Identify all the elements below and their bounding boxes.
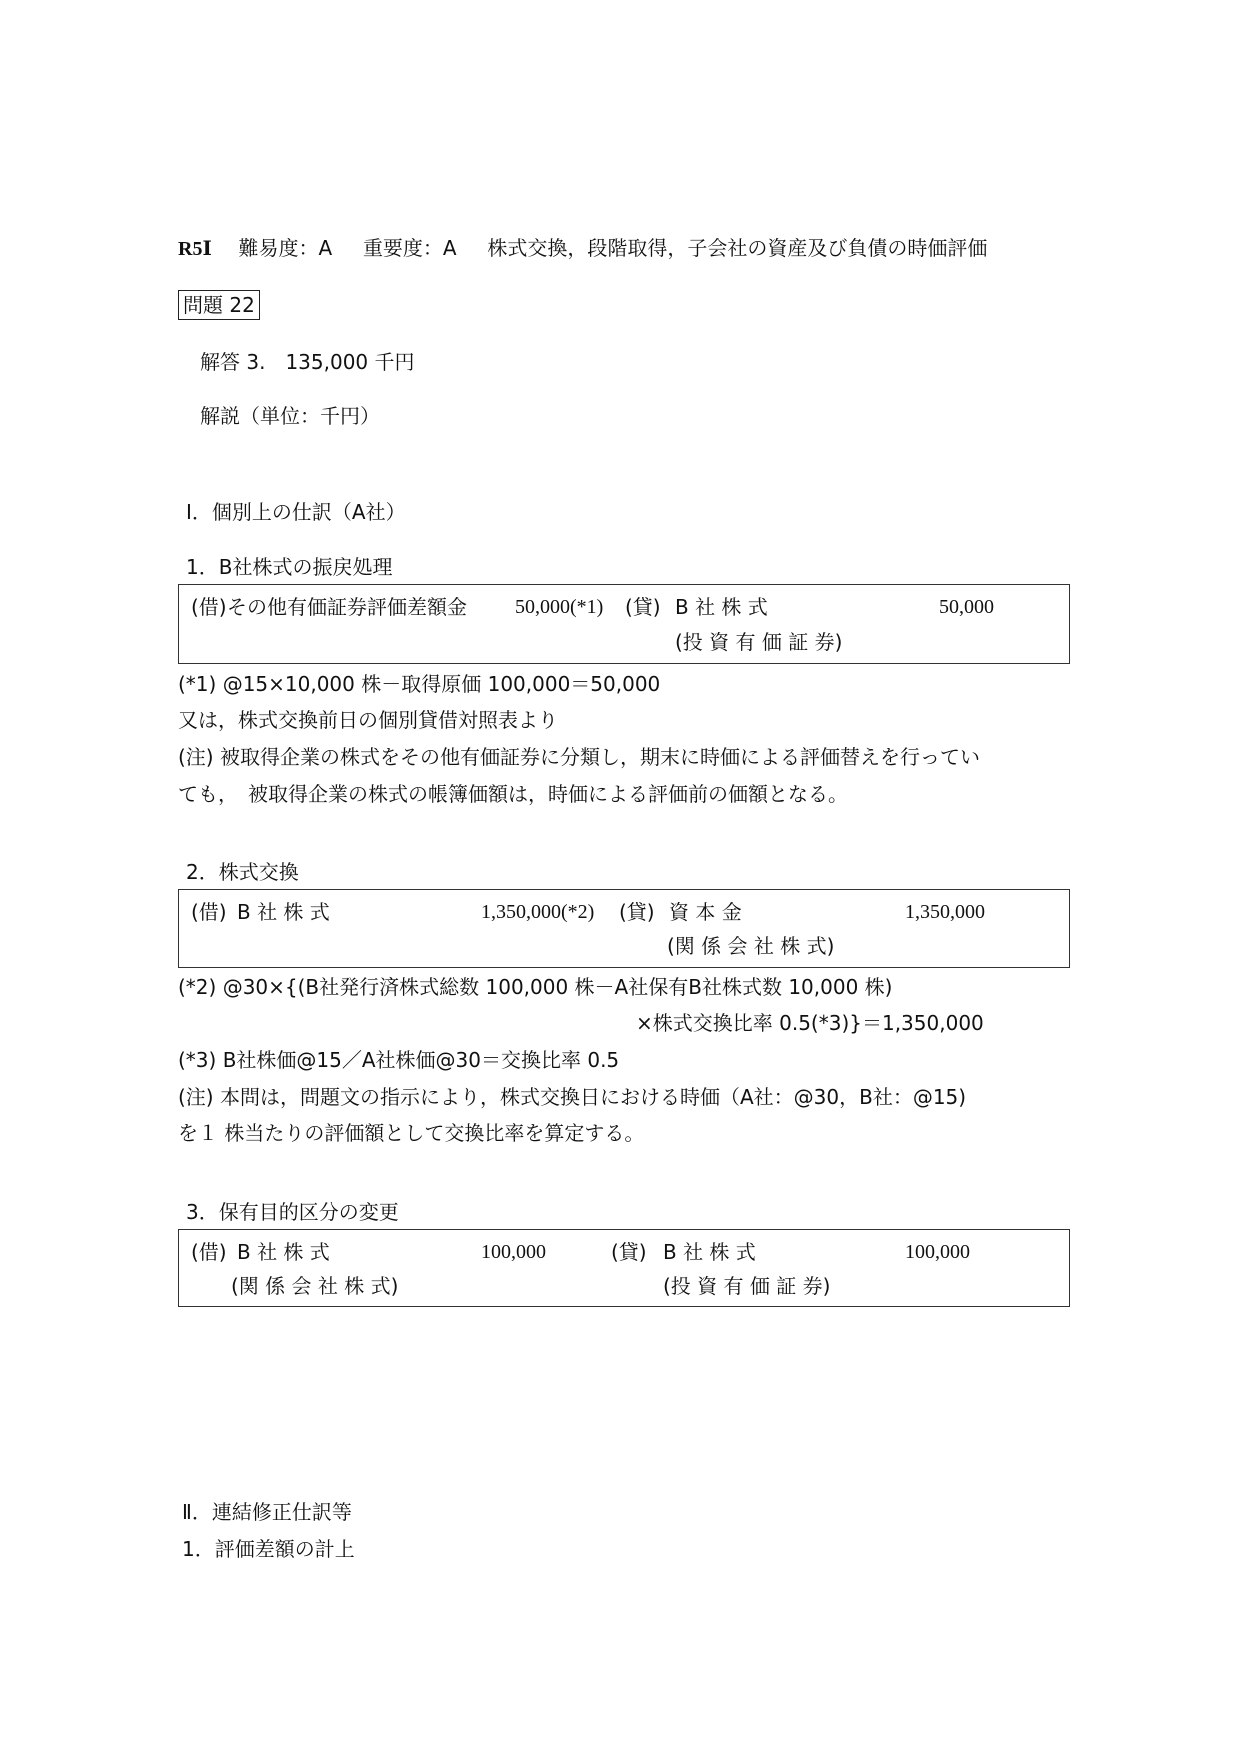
difficulty: 難易度：A: [238, 236, 333, 260]
answer: 解答 3. 135,000 千円: [200, 350, 415, 374]
header-line: [178, 236, 987, 261]
credit-label: (貸): [611, 1240, 647, 1264]
section2-s1-title: 1．評価差額の計上: [182, 1537, 355, 1561]
credit-account: B 社 株 式: [675, 595, 768, 619]
journal-entry-box-1: [178, 584, 1070, 664]
s1-note3: (注) 被取得企業の株式をその他有価証券に分類し，期末に時価による評価替えを行ってい: [178, 745, 980, 769]
credit-amount: 1,350,000: [905, 901, 985, 923]
s2-note1: (*2) @30×{(B社発行済株式総数 100,000 株－A社保有B社株式数 10,000 株): [178, 975, 893, 999]
explanation-label: 解説（単位：千円）: [200, 404, 380, 428]
s3-title: 3．保有目的区分の変更: [186, 1200, 399, 1224]
s1-note4: ても， 被取得企業の株式の帳簿価額は，時価による評価前の価額となる。: [178, 782, 848, 806]
credit-sub-account: (投 資 有 価 証 券): [675, 630, 843, 654]
debit-account: その他有価証券評価差額金: [227, 595, 467, 619]
importance: 重要度：A: [362, 236, 457, 260]
s1-title: 1．B社株式の振戻処理: [186, 555, 393, 579]
s1-note1: (*1) @15×10,000 株－取得原価 100,000＝50,000: [178, 672, 661, 696]
s2-note5: を１ 株当たりの評価額として交換比率を算定する。: [178, 1121, 645, 1145]
debit-amount: 1,350,000(*2): [481, 901, 595, 923]
topic: 株式交換，段階取得，子会社の資産及び負債の時価評価: [487, 236, 988, 260]
credit-amount: 50,000: [939, 596, 994, 618]
debit-amount: 100,000: [481, 1241, 546, 1263]
debit-account: B 社 株 式: [237, 900, 330, 924]
s2-note2: ×株式交換比率 0.5(*3)}＝1,350,000: [636, 1011, 984, 1035]
s1-note2: 又は，株式交換前日の個別貸借対照表より: [178, 708, 558, 732]
debit-label: (借): [191, 595, 227, 619]
credit-account: B 社 株 式: [663, 1240, 756, 1264]
s2-title: 2．株式交換: [186, 860, 299, 884]
credit-label: (貸): [625, 595, 661, 619]
debit-sub-account: (関 係 会 社 株 式): [231, 1274, 399, 1298]
section1-title: Ⅰ．個別上の仕訳（A社）: [186, 500, 406, 524]
credit-label: (貸): [619, 900, 655, 924]
debit-account: B 社 株 式: [237, 1240, 330, 1264]
journal-entry-box-3: [178, 1229, 1070, 1307]
s2-note4: (注) 本問は，問題文の指示により，株式交換日における時価（A社：@30，B社：@15): [178, 1085, 967, 1109]
journal-entry-box-2: [178, 889, 1070, 968]
credit-sub-account: (関 係 会 社 株 式): [667, 934, 835, 958]
section2-title: Ⅱ．連結修正仕訳等: [182, 1500, 352, 1524]
debit-amount: 50,000(*1): [515, 596, 604, 618]
credit-sub-account: (投 資 有 価 証 券): [663, 1274, 831, 1298]
question-label: 問題 22: [178, 290, 260, 320]
exam-code: R5Ⅰ: [178, 238, 212, 260]
debit-label: (借): [191, 900, 227, 924]
s2-note3: (*3) B社株価@15／A社株価@30＝交換比率 0.5: [178, 1048, 620, 1072]
debit-label: (借): [191, 1240, 227, 1264]
credit-account: 資 本 金: [669, 900, 742, 924]
credit-amount: 100,000: [905, 1241, 970, 1263]
